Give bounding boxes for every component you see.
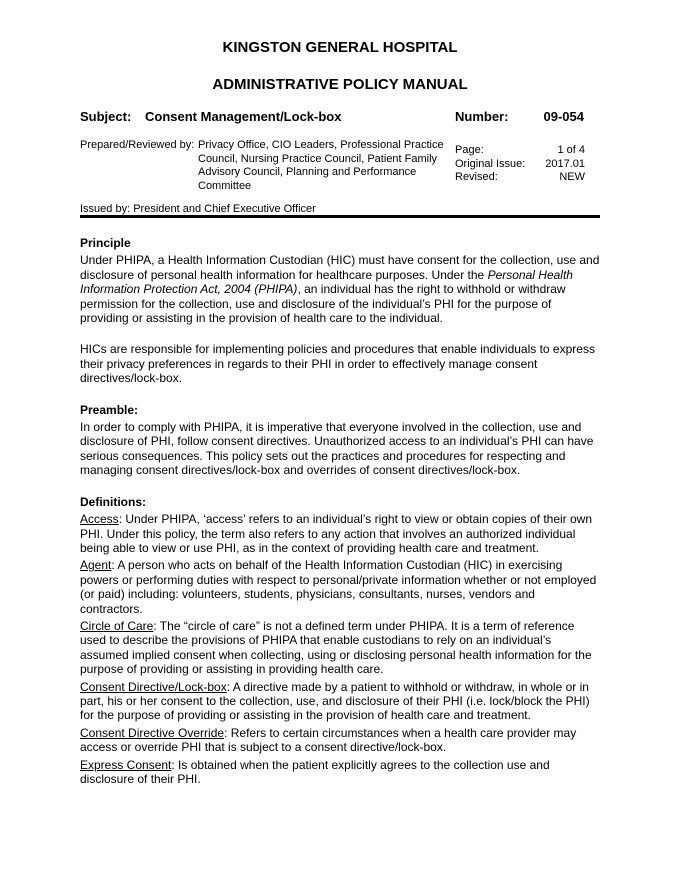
original-issue-label: Original Issue: xyxy=(455,157,526,170)
principle-heading: Principle xyxy=(80,236,131,250)
definition-item xyxy=(80,512,600,555)
principle-text-a: Under PHIPA, a Health Information Custodian (HIC) must have consent for the collection, use and disclosure of personal health information for healthcare purposes. Under the xyxy=(80,253,600,282)
definition-text: : Refers to certain circumstances when a health care provider may access or override PHI that is subject to a consent directive/lock-box. xyxy=(80,725,577,755)
definition-text: : A directive made by a patient to withhold or withdraw, in whole or in part, his or her consent to the collection, use, and disclosure of their PHI (i.e. lock/block the PHI) for the purpose of providing or assisting in the provision of health care and treatment. xyxy=(80,679,590,723)
manual-title: ADMINISTRATIVE POLICY MANUAL xyxy=(212,76,468,93)
number-label: Number: xyxy=(455,109,509,124)
definition-term: Access xyxy=(80,512,119,527)
number-value: 09-054 xyxy=(543,109,584,124)
revised-value: NEW xyxy=(559,171,585,183)
subject-label: Subject: xyxy=(80,109,132,124)
definition-term: Circle of Care xyxy=(80,618,154,633)
page-value: 1 of 4 xyxy=(557,144,585,156)
definition-item xyxy=(80,680,600,723)
definitions-list xyxy=(80,512,600,786)
subject-value: Consent Management/Lock-box xyxy=(145,109,342,124)
definition-text: : A person who acts on behalf of the Health Information Custodian (HIC) in exercising powers or performing duties with respect to personal/private information whether or not employed (or paid) including: volunteers, students, physicians, consultants, nurses, vendors and contractors. xyxy=(80,558,597,616)
definition-text: : Is obtained when the patient explicitly agrees to the collection use and disclosure of their PHI. xyxy=(80,757,550,786)
definition-term: Agent xyxy=(80,558,112,573)
subject-row xyxy=(80,109,600,127)
policy-body xyxy=(80,236,600,789)
prepared-label: Prepared/Reviewed by: xyxy=(80,139,195,151)
definition-item xyxy=(80,619,600,677)
prepared-value: Privacy Office, CIO Leaders, Professional Practice Council, Nursing Practice Council, Patient Family Advisory Council, Planning and Performance Committee xyxy=(198,139,444,192)
revised-label: Revised: xyxy=(455,171,498,183)
definition-text: : Under PHIPA, ‘access’ refers to an individual’s right to view or obtain copies of their own PHI. Under this policy, the term also refers to any action that involves an authorized individual being able to view or use PHI, as in the context of providing health care and treatment. xyxy=(80,512,593,555)
principle-paragraph-1 xyxy=(80,253,600,325)
definition-item xyxy=(80,758,600,787)
definition-item xyxy=(80,558,600,616)
hospital-title: KINGSTON GENERAL HOSPITAL xyxy=(222,39,458,56)
issued-by: Issued by: President and Chief Executive Officer xyxy=(80,203,316,215)
definition-term: Express Consent xyxy=(80,757,172,772)
principle-paragraph-2: HICs are responsible for implementing policies and procedures that enable individuals to express their privacy preferences in regards to their PHI in order to effectively manage consent directives/lock-box. xyxy=(80,342,595,386)
definition-item xyxy=(80,726,600,755)
document-meta xyxy=(455,144,585,185)
preamble-heading: Preamble: xyxy=(80,402,139,417)
page-label: Page: xyxy=(455,144,484,156)
original-issue-value: 2017.01 xyxy=(545,157,585,170)
header-divider xyxy=(80,215,600,218)
definition-term: Consent Directive/Lock-box xyxy=(80,679,227,694)
definition-text: : The “circle of care” is not a defined term under PHIPA. It is a term of reference used to describe the provisions of PHIPA that enable custodians to rely on an individual’s assumed implied consent when collecting, using or disclosing personal health information for the purpose of providing or assisting in providing health care. xyxy=(80,618,592,677)
phipa-act-title: Personal Health Information Protection Act, 2004 (PHIPA) xyxy=(80,267,573,297)
definitions-heading: Definitions: xyxy=(80,494,146,509)
principle-text-b: , an individual has the right to withhold or withdraw permission for the collection, use and disclosure of the individual’s PHI for the purpose of providing or assisting in the provision of health care to the individual. xyxy=(80,282,566,326)
preamble-paragraph: In order to comply with PHIPA, it is imperative that everyone involved in the collection, use and disclosure of PHI, follow consent directives. Unauthorized access to an individual’s PHI can have serious consequences. This policy sets out the practices and procedures for respecting and managing consent directives/lock-box and overrides of consent directives/lock-box. xyxy=(80,420,594,478)
definition-term: Consent Directive Override xyxy=(80,725,225,740)
